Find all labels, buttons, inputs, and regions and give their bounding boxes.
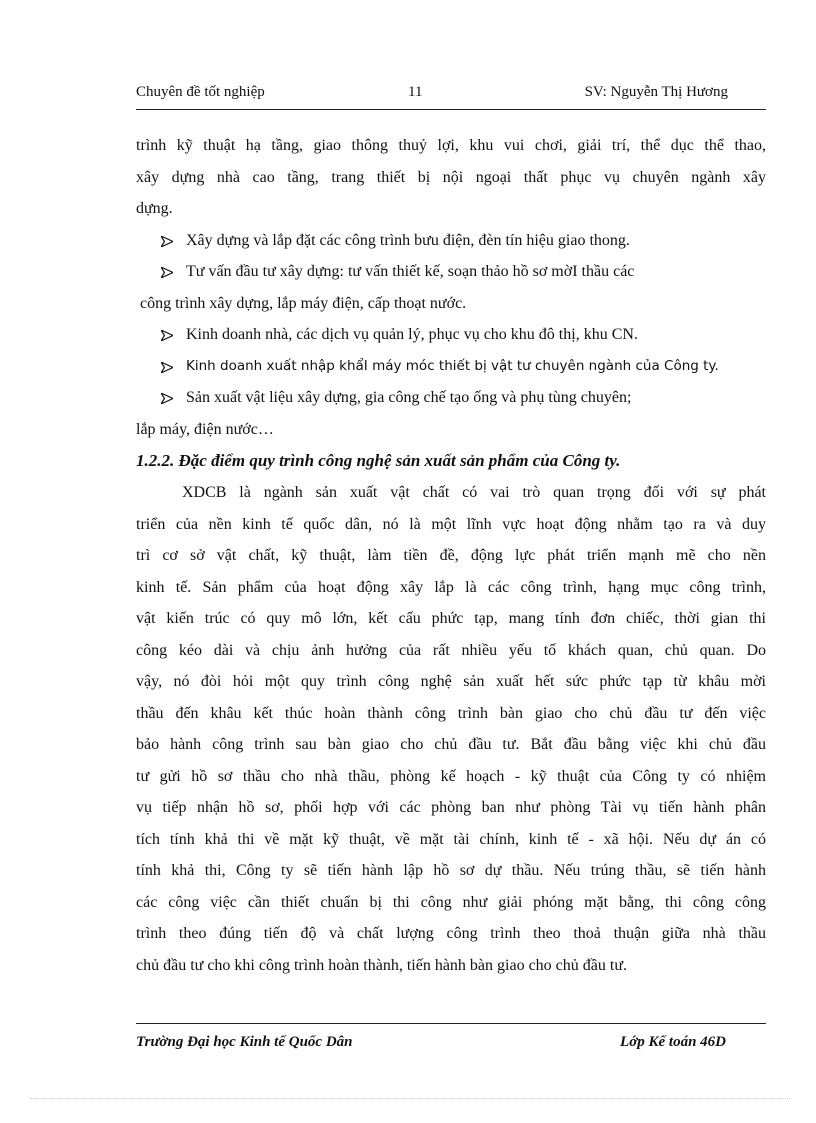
paragraph-line: các công việc cần thiết chuẩn bị thi công như giải phóng mặt bằng, thi công công: [136, 893, 766, 911]
paragraph-line: trì cơ sở vật chất, kỹ thuật, làm tiền đề, động lực phát triển mạnh mẽ cho nền: [136, 547, 766, 564]
intro-line: dựng.: [136, 200, 173, 217]
intro-paragraph: [136, 130, 766, 225]
page-body: [136, 130, 766, 981]
paragraph-line: vật kiến trúc có quy mô lớn, kết cấu phức tạp, mang tính đơn chiếc, thời gian thi: [136, 610, 766, 627]
paragraph-line: vậy, nó đòi hỏi một quy trình công nghệ sản xuất hết sức phức tạp từ khâu mời: [136, 673, 766, 690]
bullet-item: [136, 225, 766, 257]
paragraph-line: chủ đầu tư cho khi công trình hoàn thành, tiến hành bàn giao cho chủ đầu tư.: [136, 956, 627, 974]
paragraph-line: tính khả thi, Công ty sẽ tiến hành lập hồ sơ dự thầu. Nếu trúng thầu, sẽ tiến hành: [136, 862, 766, 879]
paragraph-line: vụ tiếp nhận hồ sơ, phối hợp với các phòng ban như phòng Tài vụ tiến hành phân: [136, 799, 766, 816]
bullet-item: [136, 382, 766, 445]
body-paragraph: [136, 477, 766, 981]
bullet-text: Xây dựng và lắp đặt các công trình bưu điện, đèn tín hiệu giao thong.: [186, 231, 630, 249]
paragraph-line: công kéo dài và chịu ảnh hưởng của rất nhiều yếu tố khách quan, chủ quan. Do: [136, 641, 766, 659]
bullet-item: [136, 319, 766, 351]
arrow-bullet-icon: [161, 382, 173, 404]
footer-school: Trường Đại học Kinh tế Quốc Dân: [136, 1034, 353, 1050]
bullet-text-continuation: công trình xây dựng, lắp máy điện, cấp thoạt nước.: [140, 294, 467, 312]
paragraph-line: thầu đến khâu kết thúc hoàn thành công trình bàn giao cho chủ đầu tư đến việc: [136, 704, 766, 722]
paragraph-line: tư gửi hồ sơ thầu cho nhà thầu, phòng kế hoạch - kỹ thuật của Công ty có nhiệm: [136, 767, 766, 785]
bullet-text: Kinh doanh xuất nhập khẩI máy móc thiết bị vật tư chuyên ngành của Công ty.: [186, 357, 719, 374]
header-title: Chuyên đề tốt nghiệp: [136, 84, 265, 100]
paragraph-line: trình theo đúng tiến độ và chất lượng công trình theo thoả thuận giữa nhà thầu: [136, 925, 766, 942]
arrow-bullet-icon: [161, 319, 173, 341]
header-author: SV: Nguyễn Thị Hương: [584, 84, 728, 100]
bullet-text-continuation: lắp máy, điện nước…: [136, 420, 274, 438]
intro-line: trình kỹ thuật hạ tầng, giao thông thuỷ lợi, khu vui chơi, giải trí, thể dục thể thao,: [136, 137, 766, 154]
section-heading: 1.2.2. Đặc điểm quy trình công nghệ sản xuất sản phẩm của Công ty.: [136, 451, 621, 470]
intro-line: xây dựng nhà cao tầng, trang thiết bị nội ngoại thất phục vụ chuyên ngành xây: [136, 168, 766, 186]
header-divider: [136, 109, 766, 110]
bullet-text: Kinh doanh nhà, các dịch vụ quản lý, phục vụ cho khu đô thị, khu CN.: [186, 326, 638, 343]
paragraph-line: XDCB là ngành sản xuất vật chất có vai trò quan trọng đối với sự phát: [182, 484, 766, 501]
bullet-item: [136, 256, 766, 319]
arrow-bullet-icon: [161, 351, 173, 373]
bullet-text: Sản xuất vật liệu xây dựng, gia công chế tạo ống và phụ tùng chuyên;: [186, 389, 632, 406]
footer-divider: [136, 1023, 766, 1024]
paragraph-line: kinh tế. Sản phẩm của hoạt động xây lắp là các công trình, hạng mục công trình,: [136, 578, 766, 596]
paragraph-line: bảo hành công trình sau bàn giao cho chủ đầu tư. Bắt đầu bằng việc khi chủ đầu: [136, 736, 766, 753]
footer-class: Lớp Kế toán 46D: [620, 1034, 726, 1050]
paragraph-line: triển của nền kinh tế quốc dân, nó là một lĩnh vực hoạt động nhằm tạo ra và duy: [136, 515, 766, 533]
page-header: [136, 84, 766, 108]
arrow-bullet-icon: [161, 225, 173, 247]
paragraph-line: tích tính khả thi về mặt kỹ thuật, về mặt tài chính, kinh tế - xã hội. Nếu dự án có: [136, 830, 766, 848]
page-footer: [136, 1034, 766, 1056]
bullet-text: Tư vấn đầu tư xây dựng: tư vấn thiết kế, soạn thảo hồ sơ mờI thầu các: [186, 263, 635, 280]
bullet-item: [136, 351, 766, 383]
page-bottom-edge: [30, 1098, 790, 1099]
page-number: 11: [408, 84, 423, 100]
arrow-bullet-icon: [161, 256, 173, 278]
